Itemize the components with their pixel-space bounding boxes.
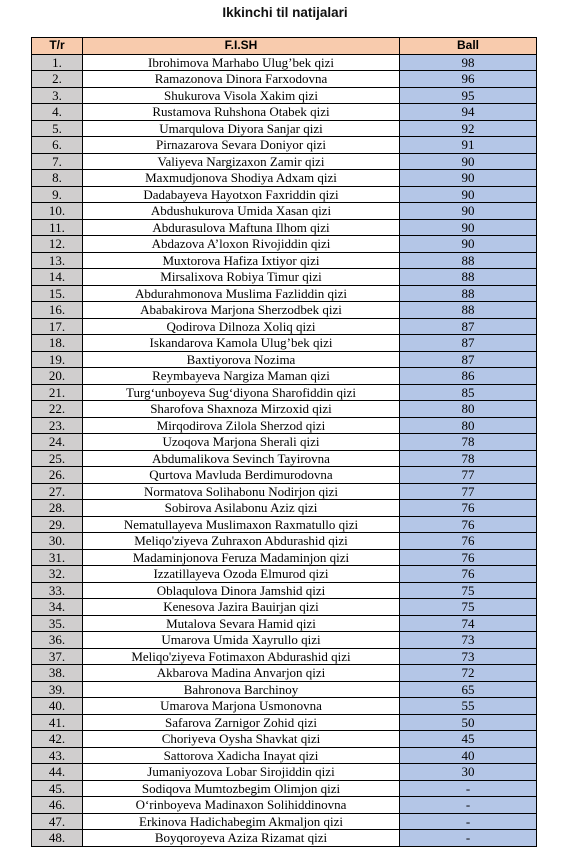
student-name: Valiyeva Nargizaxon Zamir qizi: [83, 153, 400, 170]
student-name: Abdazova A’loxon Rivojiddin qizi: [83, 236, 400, 253]
table-row: [32, 285, 537, 302]
student-name: Shukurova Visola Xakim qizi: [83, 87, 400, 104]
student-name: Ramazonova Dinora Farxodovna: [83, 71, 400, 88]
student-name: Meliqo'ziyeva Fotimaxon Abdurashid qizi: [83, 648, 400, 665]
row-number: 22.: [32, 401, 83, 418]
student-name: Abdushukurova Umida Xasan qizi: [83, 203, 400, 220]
row-number: 19.: [32, 351, 83, 368]
row-number: 5.: [32, 120, 83, 137]
table-row: [32, 813, 537, 830]
table-row: [32, 549, 537, 566]
student-name: Mutalova Sevara Hamid qizi: [83, 615, 400, 632]
score-value: 76: [400, 500, 537, 517]
score-value: 87: [400, 318, 537, 335]
score-value: 90: [400, 219, 537, 236]
table-row: [32, 203, 537, 220]
score-value: 76: [400, 549, 537, 566]
results-table: [31, 37, 537, 847]
score-value: 78: [400, 450, 537, 467]
column-header-name: F.I.SH: [83, 38, 400, 55]
row-number: 9.: [32, 186, 83, 203]
column-header-number: T/r: [32, 38, 83, 55]
student-name: Ibrohimova Marhabo Ulug’bek qizi: [83, 54, 400, 71]
row-number: 17.: [32, 318, 83, 335]
student-name: Sharofova Shaxnoza Mirzoxid qizi: [83, 401, 400, 418]
score-value: 80: [400, 401, 537, 418]
row-number: 2.: [32, 71, 83, 88]
row-number: 26.: [32, 467, 83, 484]
student-name: Oblaqulova Dinora Jamshid qizi: [83, 582, 400, 599]
table-row: [32, 401, 537, 418]
student-name: Baxtiyorova Nozima: [83, 351, 400, 368]
score-value: 88: [400, 252, 537, 269]
table-row: [32, 665, 537, 682]
row-number: 10.: [32, 203, 83, 220]
score-value: 96: [400, 71, 537, 88]
table-row: [32, 582, 537, 599]
row-number: 29.: [32, 516, 83, 533]
score-value: 94: [400, 104, 537, 121]
table-row: [32, 500, 537, 517]
table-row: [32, 186, 537, 203]
table-row: [32, 681, 537, 698]
row-number: 37.: [32, 648, 83, 665]
table-row: [32, 764, 537, 781]
row-number: 25.: [32, 450, 83, 467]
score-value: 50: [400, 714, 537, 731]
row-number: 16.: [32, 302, 83, 319]
table-row: [32, 632, 537, 649]
score-value: 45: [400, 731, 537, 748]
student-name: Boyqoroyeva Aziza Rizamat qizi: [83, 830, 400, 847]
table-row: [32, 87, 537, 104]
row-number: 8.: [32, 170, 83, 187]
score-value: 30: [400, 764, 537, 781]
score-value: 87: [400, 351, 537, 368]
student-name: Abdurahmonova Muslima Fazliddin qizi: [83, 285, 400, 302]
score-value: 76: [400, 516, 537, 533]
student-name: Umarova Umida Xayrullo qizi: [83, 632, 400, 649]
student-name: Abdumalikova Sevinch Tayirovna: [83, 450, 400, 467]
table-row: [32, 533, 537, 550]
student-name: Rustamova Ruhshona Otabek qizi: [83, 104, 400, 121]
table-row: [32, 714, 537, 731]
score-value: 65: [400, 681, 537, 698]
score-value: 77: [400, 483, 537, 500]
student-name: Umarova Marjona Usmonovna: [83, 698, 400, 715]
row-number: 31.: [32, 549, 83, 566]
table-row: [32, 483, 537, 500]
table-row: [32, 731, 537, 748]
table-body: [32, 54, 537, 846]
row-number: 35.: [32, 615, 83, 632]
table-row: [32, 830, 537, 847]
score-value: 72: [400, 665, 537, 682]
score-value: 95: [400, 87, 537, 104]
row-number: 1.: [32, 54, 83, 71]
table-row: [32, 780, 537, 797]
table-row: [32, 302, 537, 319]
table-row: [32, 269, 537, 286]
row-number: 12.: [32, 236, 83, 253]
student-name: Safarova Zarnigor Zohid qizi: [83, 714, 400, 731]
table-row: [32, 467, 537, 484]
row-number: 6.: [32, 137, 83, 154]
row-number: 27.: [32, 483, 83, 500]
score-value: 75: [400, 582, 537, 599]
row-number: 33.: [32, 582, 83, 599]
student-name: Dadabayeva Hayotxon Faxriddin qizi: [83, 186, 400, 203]
row-number: 7.: [32, 153, 83, 170]
score-value: 75: [400, 599, 537, 616]
student-name: Mirqodirova Zilola Sherzod qizi: [83, 417, 400, 434]
score-value: -: [400, 830, 537, 847]
score-value: -: [400, 780, 537, 797]
score-value: -: [400, 813, 537, 830]
row-number: 4.: [32, 104, 83, 121]
table-row: [32, 318, 537, 335]
score-value: 87: [400, 335, 537, 352]
row-number: 23.: [32, 417, 83, 434]
row-number: 46.: [32, 797, 83, 814]
row-number: 44.: [32, 764, 83, 781]
table-row: [32, 219, 537, 236]
student-name: Pirnazarova Sevara Doniyor qizi: [83, 137, 400, 154]
table-row: [32, 384, 537, 401]
score-value: 88: [400, 285, 537, 302]
row-number: 36.: [32, 632, 83, 649]
row-number: 28.: [32, 500, 83, 517]
table-row: [32, 137, 537, 154]
row-number: 15.: [32, 285, 83, 302]
table-row: [32, 54, 537, 71]
row-number: 40.: [32, 698, 83, 715]
row-number: 34.: [32, 599, 83, 616]
student-name: Erkinova Hadichabegim Akmaljon qizi: [83, 813, 400, 830]
score-value: 88: [400, 269, 537, 286]
score-value: 55: [400, 698, 537, 715]
student-name: Nematullayeva Muslimaxon Raxmatullo qizi: [83, 516, 400, 533]
score-value: 90: [400, 170, 537, 187]
score-value: 98: [400, 54, 537, 71]
score-value: 73: [400, 648, 537, 665]
score-value: 73: [400, 632, 537, 649]
table-row: [32, 797, 537, 814]
student-name: Mirsalixova Robiya Timur qizi: [83, 269, 400, 286]
score-value: 90: [400, 153, 537, 170]
student-name: Umarqulova Diyora Sanjar qizi: [83, 120, 400, 137]
page-title: Ikkinchi til natijalari: [222, 5, 348, 20]
score-value: 90: [400, 186, 537, 203]
row-number: 20.: [32, 368, 83, 385]
row-number: 39.: [32, 681, 83, 698]
student-name: Izzatillayeva Ozoda Elmurod qizi: [83, 566, 400, 583]
student-name: Muxtorova Hafiza Ixtiyor qizi: [83, 252, 400, 269]
table-row: [32, 104, 537, 121]
student-name: O‘rinboyeva Madinaxon Solihiddinovna: [83, 797, 400, 814]
student-name: Maxmudjonova Shodiya Adxam qizi: [83, 170, 400, 187]
row-number: 38.: [32, 665, 83, 682]
table-row: [32, 599, 537, 616]
student-name: Turg‘unboyeva Sug‘diyona Sharofiddin qizi: [83, 384, 400, 401]
row-number: 24.: [32, 434, 83, 451]
student-name: Meliqo'ziyeva Zuhraxon Abdurashid qizi: [83, 533, 400, 550]
row-number: 14.: [32, 269, 83, 286]
score-value: 91: [400, 137, 537, 154]
student-name: Ababakirova Marjona Sherzodbek qizi: [83, 302, 400, 319]
row-number: 32.: [32, 566, 83, 583]
student-name: Madaminjonova Feruza Madaminjon qizi: [83, 549, 400, 566]
row-number: 11.: [32, 219, 83, 236]
table-row: [32, 236, 537, 253]
table-row: [32, 417, 537, 434]
row-number: 30.: [32, 533, 83, 550]
table-row: [32, 434, 537, 451]
score-value: 40: [400, 747, 537, 764]
student-name: Bahronova Barchinoy: [83, 681, 400, 698]
table-row: [32, 368, 537, 385]
student-name: Iskandarova Kamola Ulug’bek qizi: [83, 335, 400, 352]
row-number: 21.: [32, 384, 83, 401]
table-row: [32, 698, 537, 715]
score-value: 76: [400, 566, 537, 583]
table-header-row: [32, 38, 537, 55]
student-name: Sobirova Asilabonu Aziz qizi: [83, 500, 400, 517]
table-row: [32, 170, 537, 187]
row-number: 48.: [32, 830, 83, 847]
table-row: [32, 120, 537, 137]
student-name: Normatova Solihabonu Nodirjon qizi: [83, 483, 400, 500]
score-value: -: [400, 797, 537, 814]
table-row: [32, 615, 537, 632]
student-name: Akbarova Madina Anvarjon qizi: [83, 665, 400, 682]
score-value: 74: [400, 615, 537, 632]
row-number: 18.: [32, 335, 83, 352]
table-row: [32, 153, 537, 170]
table-row: [32, 747, 537, 764]
student-name: Qurtova Mavluda Berdimurodovna: [83, 467, 400, 484]
table-row: [32, 335, 537, 352]
row-number: 47.: [32, 813, 83, 830]
score-value: 90: [400, 236, 537, 253]
table-row: [32, 516, 537, 533]
student-name: Sodiqova Mumtozbegim Olimjon qizi: [83, 780, 400, 797]
table-row: [32, 71, 537, 88]
score-value: 76: [400, 533, 537, 550]
table-row: [32, 351, 537, 368]
score-value: 78: [400, 434, 537, 451]
row-number: 3.: [32, 87, 83, 104]
score-value: 80: [400, 417, 537, 434]
score-value: 85: [400, 384, 537, 401]
table-row: [32, 648, 537, 665]
student-name: Jumaniyozova Lobar Sirojiddin qizi: [83, 764, 400, 781]
score-value: 92: [400, 120, 537, 137]
student-name: Reymbayeva Nargiza Maman qizi: [83, 368, 400, 385]
score-value: 90: [400, 203, 537, 220]
table-row: [32, 252, 537, 269]
row-number: 43.: [32, 747, 83, 764]
student-name: Choriyeva Oysha Shavkat qizi: [83, 731, 400, 748]
row-number: 42.: [32, 731, 83, 748]
score-value: 77: [400, 467, 537, 484]
table-row: [32, 450, 537, 467]
column-header-score: Ball: [400, 38, 537, 55]
row-number: 45.: [32, 780, 83, 797]
student-name: Uzoqova Marjona Sherali qizi: [83, 434, 400, 451]
row-number: 13.: [32, 252, 83, 269]
student-name: Qodirova Dilnoza Xoliq qizi: [83, 318, 400, 335]
student-name: Kenesova Jazira Bauirjan qizi: [83, 599, 400, 616]
student-name: Sattorova Xadicha Inayat qizi: [83, 747, 400, 764]
score-value: 88: [400, 302, 537, 319]
table-row: [32, 566, 537, 583]
student-name: Abdurasulova Maftuna Ilhom qizi: [83, 219, 400, 236]
row-number: 41.: [32, 714, 83, 731]
score-value: 86: [400, 368, 537, 385]
